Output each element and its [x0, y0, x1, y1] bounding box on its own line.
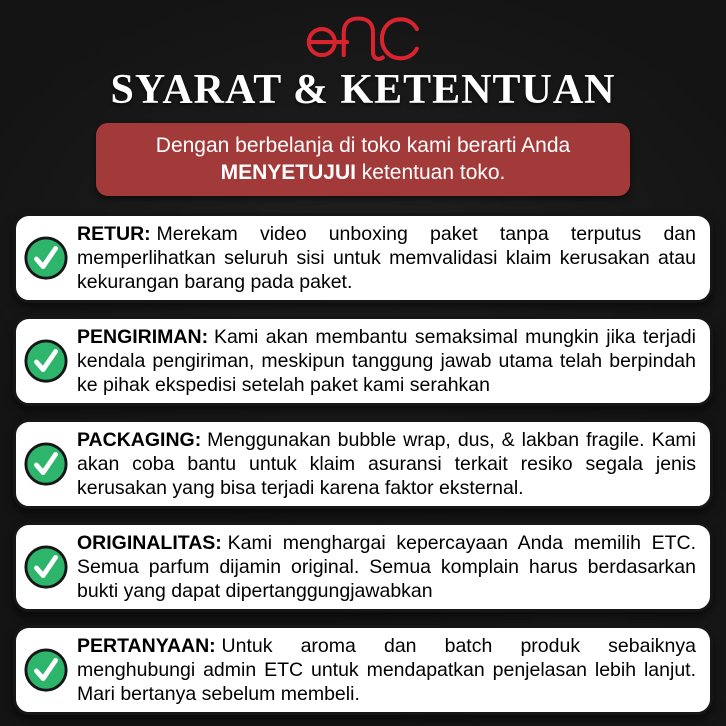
page-title: SYARAT & KETENTUAN: [110, 67, 616, 113]
term-text: [77, 222, 696, 294]
term-text: [77, 325, 696, 397]
banner-line1: Dengan berbelanja di toko kami berarti Anda: [155, 134, 571, 157]
term-body: Merekam video unboxing paket tanpa terputus dan memperlihatkan seluruh sisi untuk memvalidasi klaim kerusakan atau kekurangan barang pada paket.: [77, 223, 696, 293]
term-label: ORIGINALITAS:: [77, 532, 222, 554]
banner-line2: [110, 159, 616, 186]
banner-bold-word: MENYETUJUI: [220, 161, 356, 184]
check-icon: [23, 235, 69, 281]
check-icon: [23, 647, 69, 693]
term-body: Kami menghargai kepercayaan Anda memilih ETC. Semua parfum dijamin original. Semua komplain harus berdasarkan bukti yang dapat dipertanggungjawabkan: [77, 532, 696, 602]
term-card-pertanyaan: [13, 625, 713, 715]
etc-logo-icon: [295, 12, 432, 64]
agreement-banner: [96, 123, 630, 196]
term-label: PERTANYAAN:: [77, 635, 216, 657]
term-card-packaging: [13, 419, 713, 509]
term-text: [77, 428, 696, 500]
term-text: [77, 634, 696, 706]
term-label: PACKAGING:: [77, 429, 202, 451]
terms-list: [13, 213, 713, 715]
check-icon: [23, 441, 69, 487]
term-text: [77, 531, 696, 603]
etc-logo: [0, 0, 726, 64]
term-body: Kami akan membantu semaksimal mungkin jika terjadi kendala pengiriman, meskipun tanggung jawab utama telah berpindah ke pihak ekspedisi setelah paket kami serahkan: [77, 326, 696, 396]
term-label: RETUR:: [77, 223, 151, 245]
term-card-originalitas: [13, 522, 713, 612]
term-body: Untuk aroma dan batch produk sebaiknya menghubungi admin ETC untuk mendapatkan penjelasan lebih lanjut. Mari bertanya sebelum membeli.: [77, 635, 696, 705]
check-icon: [23, 338, 69, 384]
term-body: Menggunakan bubble wrap, dus, & lakban fragile. Kami akan coba bantu untuk klaim asuransi terkait resiko segala jenis kerusakan yang bisa terjadi karena faktor eksternal.: [77, 429, 696, 499]
banner-line2-rest: ketentuan toko.: [355, 161, 506, 184]
term-label: PENGIRIMAN:: [77, 326, 209, 348]
term-card-pengiriman: [13, 316, 713, 406]
check-icon: [23, 544, 69, 590]
term-card-retur: [13, 213, 713, 303]
